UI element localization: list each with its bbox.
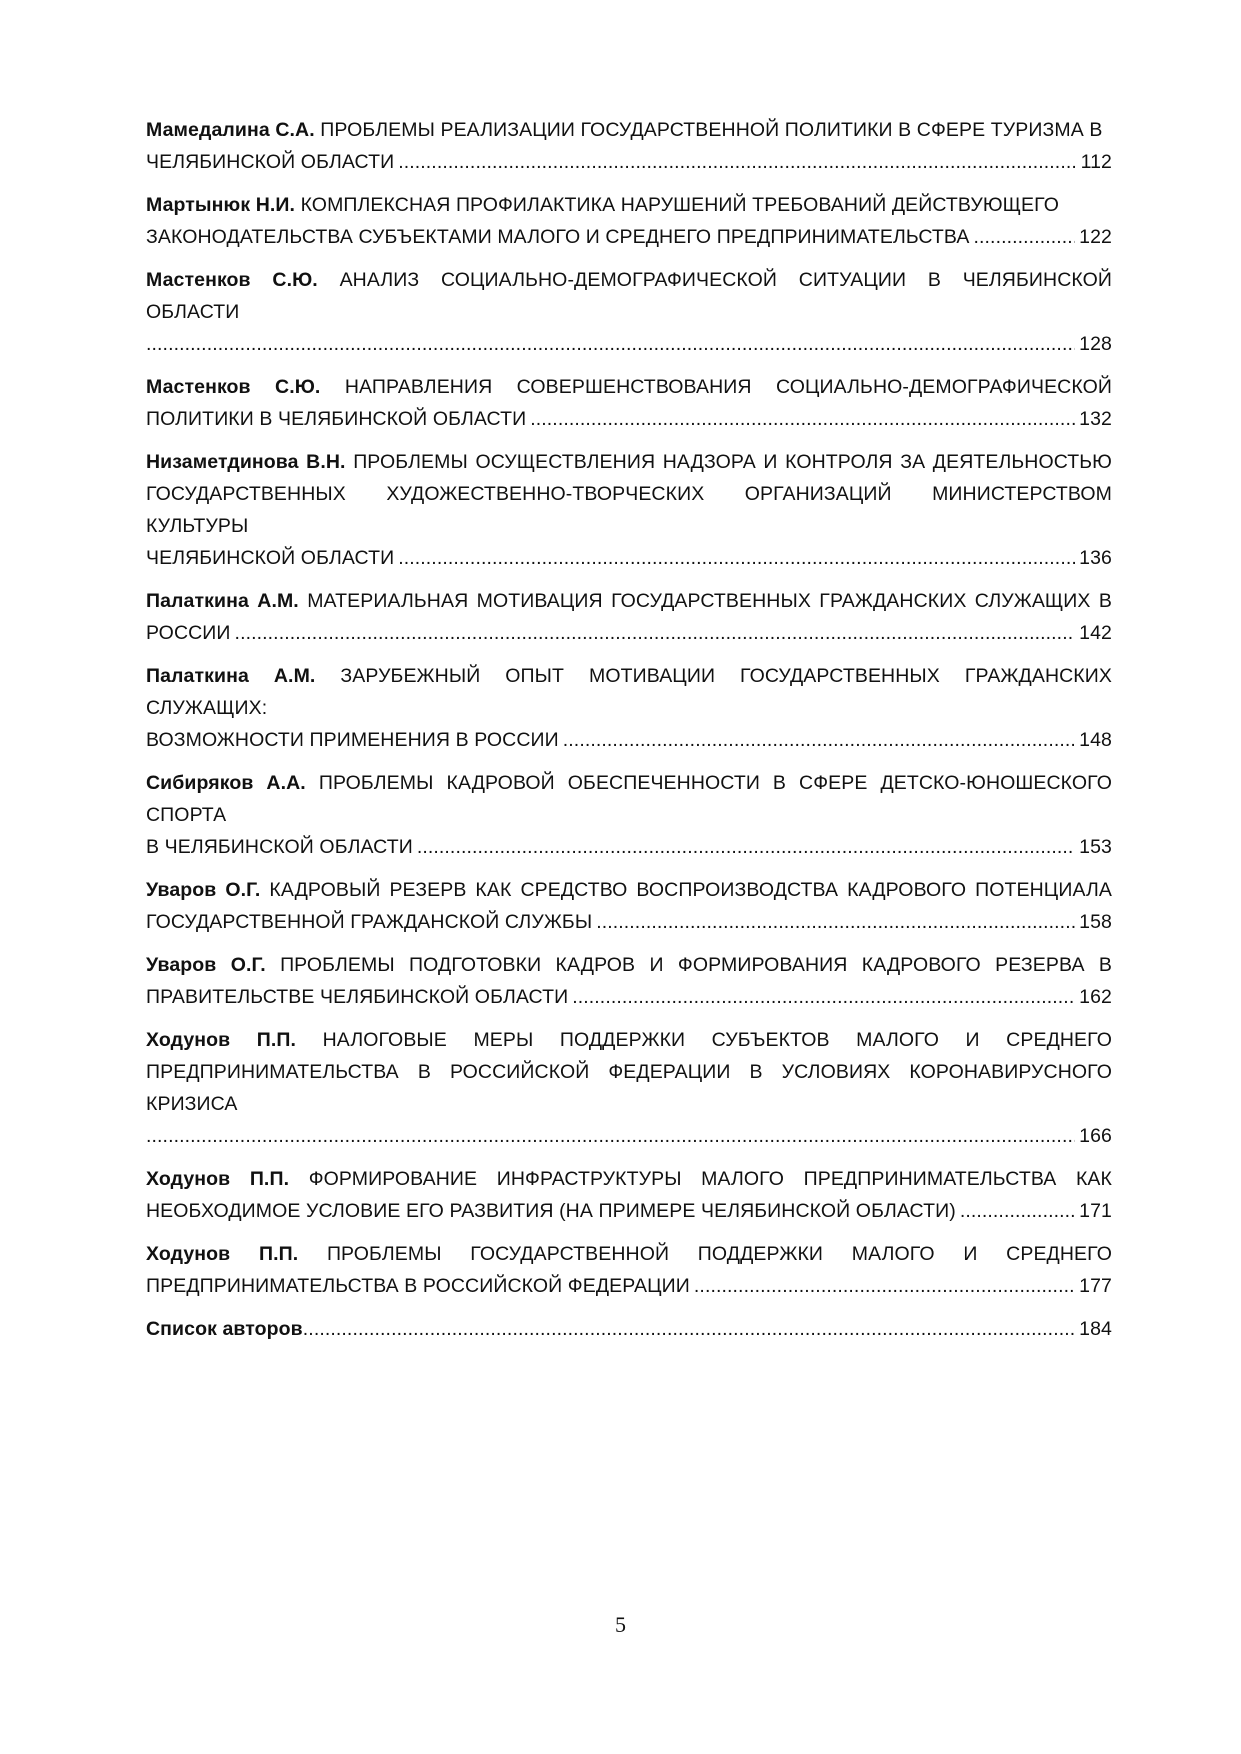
toc-entry[interactable] <box>146 949 1112 1013</box>
toc-entry-author: Мастенков С.Ю. <box>146 269 318 291</box>
toc-entry-title-tail: ЧЕЛЯБИНСКОЙ ОБЛАСТИ <box>146 547 395 569</box>
dot-leader <box>146 1120 1075 1152</box>
toc-entry-title: НАПРАВЛЕНИЯ СОВЕРШЕНСТВОВАНИЯ СОЦИАЛЬНО-ДЕМОГРАФИЧЕСКОЙ <box>344 376 1112 398</box>
toc-entry-page: 162 <box>1079 986 1112 1008</box>
toc-entry-title: ФОРМИРОВАНИЕ ИНФРАСТРУКТУРЫ МАЛОГО ПРЕДПРИНИМАТЕЛЬСТВА КАК <box>308 1168 1112 1190</box>
toc-entry-author: Ходунов П.П. <box>146 1243 299 1265</box>
toc-entry-leader-line <box>146 328 1112 360</box>
toc-entry[interactable] <box>146 1238 1112 1302</box>
toc-entry-title: МАТЕРИАЛЬНАЯ МОТИВАЦИЯ ГОСУДАРСТВЕННЫХ ГРАЖДАНСКИХ СЛУЖАЩИХ В <box>307 590 1112 612</box>
toc-entry-text <box>146 446 1112 542</box>
toc-entry-title-tail: ПОЛИТИКИ В ЧЕЛЯБИНСКОЙ ОБЛАСТИ <box>146 408 527 430</box>
toc-entry-title: ПРОБЛЕМЫ ГОСУДАРСТВЕННОЙ ПОДДЕРЖКИ МАЛОГО И СРЕДНЕГО <box>326 1243 1112 1265</box>
toc-entry-title-tail: ПРАВИТЕЛЬСТВЕ ЧЕЛЯБИНСКОЙ ОБЛАСТИ <box>146 986 569 1008</box>
toc-entry-leader-line <box>146 724 1112 756</box>
toc-entry-author: Мартынюк Н.И. <box>146 194 296 216</box>
toc-entry[interactable] <box>146 371 1112 435</box>
toc-entry-label: Список авторов <box>146 1318 303 1340</box>
toc-entry-title: ЗАРУБЕЖНЫЙ ОПЫТ МОТИВАЦИИ ГОСУДАРСТВЕННЫХ ГРАЖДАНСКИХ СЛУЖАЩИХ: <box>146 665 1112 719</box>
toc-entry-title-tail: ЧЕЛЯБИНСКОЙ ОБЛАСТИ <box>146 151 395 173</box>
toc-entry[interactable] <box>146 1024 1112 1152</box>
toc-entry-page: 132 <box>1079 408 1112 430</box>
toc-entry[interactable] <box>146 264 1112 360</box>
toc-entry-page: 142 <box>1079 622 1112 644</box>
toc-entry[interactable] <box>146 189 1112 253</box>
toc-entry-author: Сибиряков А.А. <box>146 772 306 794</box>
toc-entry-author: Уваров О.Г. <box>146 954 266 976</box>
toc-entry-leader-line <box>146 906 1112 938</box>
toc-entry-author: Мамедалина С.А. <box>146 119 315 141</box>
toc-entry[interactable] <box>146 767 1112 863</box>
toc-entry[interactable] <box>146 114 1112 178</box>
dot-leader <box>146 328 1075 360</box>
dot-leader <box>694 1270 1075 1302</box>
dot-leader <box>398 542 1075 574</box>
toc-entry-title: ПРОБЛЕМЫ ОСУЩЕСТВЛЕНИЯ НАДЗОРА И КОНТРОЛЯ ЗА ДЕЯТЕЛЬНОСТЬЮ ГОСУДАРСТВЕННЫХ ХУДОЖЕСТВЕННО-ТВОРЧЕСКИХ ОРГАНИЗАЦИЙ МИНИСТЕРСТВОМ КУЛЬТУРЫ <box>146 451 1112 537</box>
toc-entry-page: 112 <box>1080 151 1112 173</box>
toc-entry-author: Ходунов П.П. <box>146 1168 290 1190</box>
toc-entry-title-tail: ВОЗМОЖНОСТИ ПРИМЕНЕНИЯ В РОССИИ <box>146 729 559 751</box>
toc-entry-title: КАДРОВЫЙ РЕЗЕРВ КАК СРЕДСТВО ВОСПРОИЗВОДСТВА КАДРОВОГО ПОТЕНЦИАЛА <box>269 879 1112 901</box>
toc-entry-text <box>146 114 1112 146</box>
toc-entry-leader-line <box>146 146 1112 178</box>
toc-entry-author: Палаткина А.М. <box>146 665 316 687</box>
toc-entry-title: АНАЛИЗ СОЦИАЛЬНО-ДЕМОГРАФИЧЕСКОЙ СИТУАЦИИ В ЧЕЛЯБИНСКОЙ ОБЛАСТИ <box>146 269 1112 323</box>
toc-entry-leader-line <box>146 221 1112 253</box>
toc-entry-author: Мастенков С.Ю. <box>146 376 321 398</box>
dot-leader <box>235 617 1076 649</box>
toc-entry-leader-line <box>146 617 1112 649</box>
toc-entry-page: 158 <box>1079 911 1112 933</box>
toc-entry-page: 136 <box>1079 547 1112 569</box>
toc-entry-page: 122 <box>1079 226 1112 248</box>
toc-entry-title-tail: ГОСУДАРСТВЕННОЙ ГРАЖДАНСКОЙ СЛУЖБЫ <box>146 911 593 933</box>
toc-entry-title: КОМПЛЕКСНАЯ ПРОФИЛАКТИКА НАРУШЕНИЙ ТРЕБОВАНИЙ ДЕЙСТВУЮЩЕГО <box>300 194 1059 216</box>
toc-entry-text <box>146 1163 1112 1195</box>
toc-entry-text <box>146 585 1112 617</box>
toc-entry-author: Низаметдинова В.Н. <box>146 451 346 473</box>
toc-entry-text <box>146 874 1112 906</box>
toc-entry-text <box>146 949 1112 981</box>
table-of-contents <box>146 114 1112 1356</box>
toc-entry[interactable] <box>146 660 1112 756</box>
toc-entry-leader-line <box>146 542 1112 574</box>
dot-leader <box>563 724 1075 756</box>
toc-entry[interactable] <box>146 1163 1112 1227</box>
dot-leader <box>974 221 1076 253</box>
dot-leader <box>398 146 1076 178</box>
toc-entry-author: Уваров О.Г. <box>146 879 261 901</box>
toc-entry-title-tail: НЕОБХОДИМОЕ УСЛОВИЕ ЕГО РАЗВИТИЯ (НА ПРИМЕРЕ ЧЕЛЯБИНСКОЙ ОБЛАСТИ) <box>146 1200 956 1222</box>
toc-entry-author: Ходунов П.П. <box>146 1029 297 1051</box>
toc-entry[interactable] <box>146 446 1112 574</box>
toc-entry[interactable] <box>146 874 1112 938</box>
toc-entry-text <box>146 767 1112 831</box>
toc-entry-title-tail: ПРЕДПРИНИМАТЕЛЬСТВА В РОССИЙСКОЙ ФЕДЕРАЦИИ <box>146 1275 690 1297</box>
toc-entry[interactable] <box>146 585 1112 649</box>
toc-entry-text <box>146 264 1112 328</box>
toc-entry-leader-line <box>146 831 1112 863</box>
toc-entry-leader-line <box>146 1120 1112 1152</box>
toc-entry-page: 153 <box>1079 836 1112 858</box>
dot-leader <box>417 831 1075 863</box>
toc-entry-text <box>146 189 1112 221</box>
dot-leader <box>572 981 1075 1013</box>
toc-entry-page: 148 <box>1079 729 1112 751</box>
toc-entry-text <box>146 1024 1112 1120</box>
page-number: 5 <box>615 1612 626 1637</box>
toc-entry-page: 177 <box>1079 1275 1112 1297</box>
toc-entry-title: ПРОБЛЕМЫ КАДРОВОЙ ОБЕСПЕЧЕННОСТИ В СФЕРЕ ДЕТСКО-ЮНОШЕСКОГО СПОРТА <box>146 772 1112 826</box>
toc-entry-page: 128 <box>1079 333 1112 355</box>
toc-entry-leader-line <box>146 1195 1112 1227</box>
toc-entry-title-tail: РОССИИ <box>146 622 231 644</box>
toc-entry-page: 171 <box>1079 1200 1112 1222</box>
dot-leader <box>303 1313 1075 1345</box>
toc-entry-leader-line <box>146 1313 1112 1345</box>
toc-entry-leader-line <box>146 403 1112 435</box>
toc-entry-leader-line <box>146 1270 1112 1302</box>
toc-entry-author: Палаткина А.М. <box>146 590 299 612</box>
toc-entry-title: ПРОБЛЕМЫ ПОДГОТОВКИ КАДРОВ И ФОРМИРОВАНИЯ КАДРОВОГО РЕЗЕРВА В <box>280 954 1112 976</box>
toc-entry-title: НАЛОГОВЫЕ МЕРЫ ПОДДЕРЖКИ СУБЪЕКТОВ МАЛОГО И СРЕДНЕГО ПРЕДПРИНИМАТЕЛЬСТВА В РОССИЙСКОЙ ФЕДЕРАЦИИ В УСЛОВИЯХ КОРОНАВИРУСНОГО КРИЗИСА <box>146 1029 1112 1115</box>
dot-leader <box>960 1195 1075 1227</box>
toc-entry-page: 166 <box>1079 1125 1112 1147</box>
toc-entry-title-tail: ЗАКОНОДАТЕЛЬСТВА СУБЪЕКТАМИ МАЛОГО И СРЕДНЕГО ПРЕДПРИНИМАТЕЛЬСТВА <box>146 226 970 248</box>
toc-entry-text <box>146 1238 1112 1270</box>
toc-entry-title-tail: В ЧЕЛЯБИНСКОЙ ОБЛАСТИ <box>146 836 413 858</box>
toc-entry-text <box>146 660 1112 724</box>
toc-entry-page: 184 <box>1079 1318 1112 1340</box>
toc-entry-text <box>146 371 1112 403</box>
toc-entry-leader-line <box>146 981 1112 1013</box>
toc-entry-authors-list[interactable] <box>146 1313 1112 1345</box>
dot-leader <box>530 403 1075 435</box>
dot-leader <box>596 906 1075 938</box>
toc-entry-title: ПРОБЛЕМЫ РЕАЛИЗАЦИИ ГОСУДАРСТВЕННОЙ ПОЛИТИКИ В СФЕРЕ ТУРИЗМА В <box>320 119 1103 141</box>
